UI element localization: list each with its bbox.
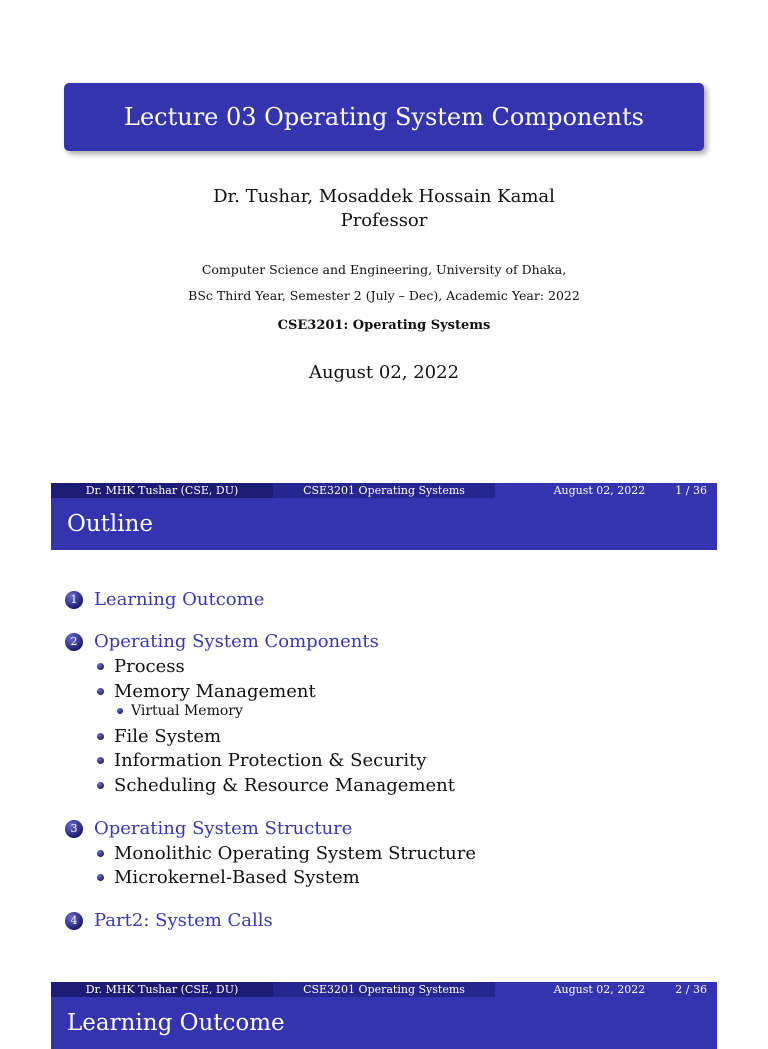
outline-section-4[interactable] <box>65 910 273 931</box>
bullet-icon <box>117 708 123 714</box>
footer-date: August 02, 2022 <box>553 983 646 996</box>
bullet-icon <box>97 874 104 881</box>
outline-subsection[interactable] <box>97 867 360 888</box>
frame-title-learning-outcome <box>51 997 717 1049</box>
section-label: Part2: System Calls <box>94 910 273 931</box>
subsection-label: Process <box>114 656 185 677</box>
subsection-label: File System <box>114 726 222 747</box>
bullet-icon <box>97 757 104 764</box>
footer-author: Dr. MHK Tushar (CSE, DU) <box>85 983 239 996</box>
author-name: Dr. Tushar, Mosaddek Hossain Kamal <box>213 186 555 207</box>
section-number-badge: 4 <box>65 912 83 930</box>
bullet-icon <box>97 850 104 857</box>
footer-course: CSE3201 Operating Systems <box>303 983 465 996</box>
subsection-label: Monolithic Operating System Structure <box>114 843 477 864</box>
outline-subsubsection[interactable] <box>117 703 243 719</box>
bullet-icon <box>97 663 104 670</box>
footer-page-number: 1 / 36 <box>675 484 707 497</box>
outline-subsection[interactable] <box>97 656 185 677</box>
outline-title: Outline <box>67 511 154 537</box>
outline-section-2[interactable] <box>65 631 379 652</box>
lecture-title-box <box>64 83 704 151</box>
subsection-label: Memory Management <box>114 681 316 702</box>
author-block <box>0 185 768 233</box>
course-name: CSE3201: Operating Systems <box>277 318 491 333</box>
bullet-icon <box>97 782 104 789</box>
bullet-icon <box>97 733 104 740</box>
outline-subsection[interactable] <box>97 726 221 747</box>
outline-subsection[interactable] <box>97 681 316 702</box>
section-number-badge: 2 <box>65 633 83 651</box>
subsubsection-label: Virtual Memory <box>131 703 243 719</box>
lecture-date: August 02, 2022 <box>308 362 460 383</box>
author-position: Professor <box>340 210 428 231</box>
frame-title-outline <box>51 498 717 550</box>
bullet-icon <box>97 688 104 695</box>
subsection-label: Microkernel-Based System <box>114 867 360 888</box>
footer-course: CSE3201 Operating Systems <box>303 484 465 497</box>
section-label: Learning Outcome <box>94 589 265 610</box>
institution-line-1: Computer Science and Engineering, University of Dhaka, <box>201 262 567 277</box>
outline-subsection[interactable] <box>97 775 455 796</box>
section-label: Operating System Structure <box>94 818 353 839</box>
footer-page-number: 2 / 36 <box>675 983 707 996</box>
lecture-title: Lecture 03 Operating System Components <box>124 103 644 131</box>
section-label: Operating System Components <box>94 631 379 652</box>
learning-outcome-title: Learning Outcome <box>67 1010 285 1036</box>
slide-footer-1 <box>51 483 717 498</box>
footer-date: August 02, 2022 <box>553 484 646 497</box>
outline-section-3[interactable] <box>65 818 352 839</box>
institution-line-2: BSc Third Year, Semester 2 (July – Dec), Academic Year: 2022 <box>188 288 580 303</box>
outline-subsection[interactable] <box>97 750 427 771</box>
section-number-badge: 1 <box>65 591 83 609</box>
institution-block <box>0 257 768 309</box>
section-number-badge: 3 <box>65 820 83 838</box>
outline-section-1[interactable] <box>65 589 264 610</box>
subsection-label: Information Protection & Security <box>114 750 427 771</box>
footer-author: Dr. MHK Tushar (CSE, DU) <box>85 484 239 497</box>
subsection-label: Scheduling & Resource Management <box>114 775 456 796</box>
outline-subsection[interactable] <box>97 843 476 864</box>
slide-footer-2 <box>51 982 717 997</box>
